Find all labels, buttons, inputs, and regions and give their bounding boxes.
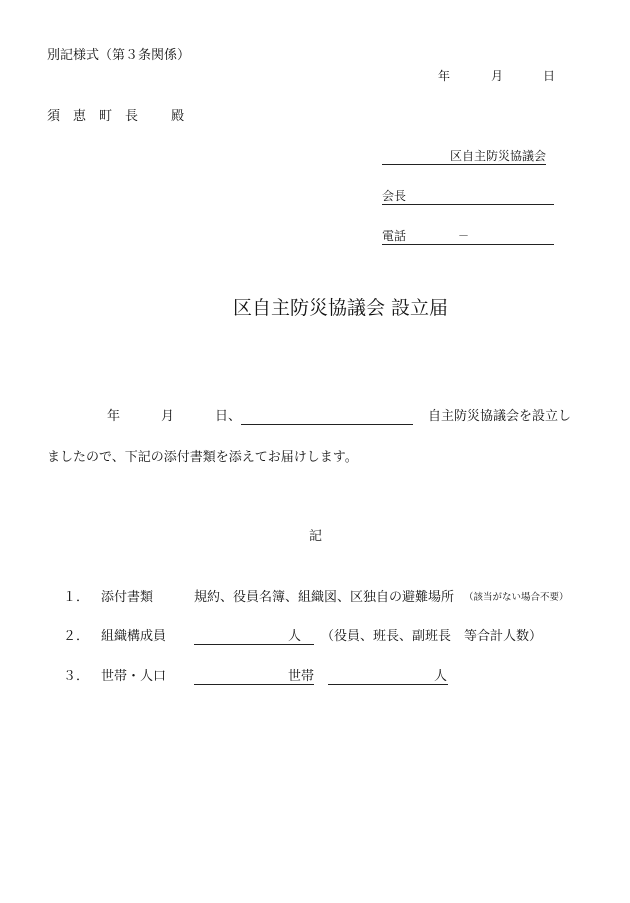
item-3-label: 世帯・人口 [101, 669, 167, 684]
addressee-char-2: 恵 [73, 109, 87, 124]
header-date-day: 日 [543, 69, 556, 83]
body-year: 年 [107, 409, 121, 424]
org-name-line[interactable] [382, 164, 450, 165]
body-month: 月 [161, 409, 175, 424]
chair-label: 会長 [382, 189, 407, 203]
header-date-year: 年 [438, 69, 451, 83]
item-1-number: １． [63, 590, 90, 605]
body-day: 日、 [215, 409, 242, 424]
org-suffix: 区自主防災協議会 [450, 149, 547, 163]
item-2-label: 組織構成員 [101, 629, 167, 644]
addressee-char-1: 須 [47, 109, 61, 124]
item-3-unit-people: 人 [434, 669, 448, 684]
addressee-honorific: 殿 [171, 109, 185, 124]
item-1-label: 添付書類 [101, 590, 154, 605]
body-org-text: 自主防災協議会を設立し [428, 409, 572, 424]
item-2-number: ２． [63, 629, 90, 644]
header-date-month: 月 [491, 69, 504, 83]
item-3-unit-households: 世帯 [288, 669, 315, 684]
item-1-note: （該当がない場合不要） [464, 592, 569, 603]
item-1-text: 規約、役員名簿、組織図、区独自の避難場所 [194, 590, 455, 605]
item-2-note: （役員、班長、副班長 等合計人数） [321, 629, 543, 644]
body-org-name-line[interactable] [241, 424, 413, 425]
addressee [47, 109, 184, 125]
ki-label: 記 [309, 529, 323, 544]
item-2-unit: 人 [288, 629, 302, 644]
addressee-char-4: 長 [125, 109, 139, 124]
phone-label: 電話 [382, 229, 407, 243]
item-3-number: ３． [63, 669, 90, 684]
phone-separator: － [458, 229, 469, 242]
chair-name-line[interactable] [382, 204, 554, 205]
body-line-2: ましたので、下記の添付書類を添えてお届けします。 [47, 450, 358, 465]
item-3-population-line[interactable] [328, 684, 448, 685]
form-label: 別記様式（第３条関係） [47, 48, 191, 63]
addressee-char-3: 町 [99, 109, 113, 124]
phone-number-line[interactable] [382, 244, 554, 245]
document-title: 区自主防災協議会 設立届 [233, 297, 449, 319]
